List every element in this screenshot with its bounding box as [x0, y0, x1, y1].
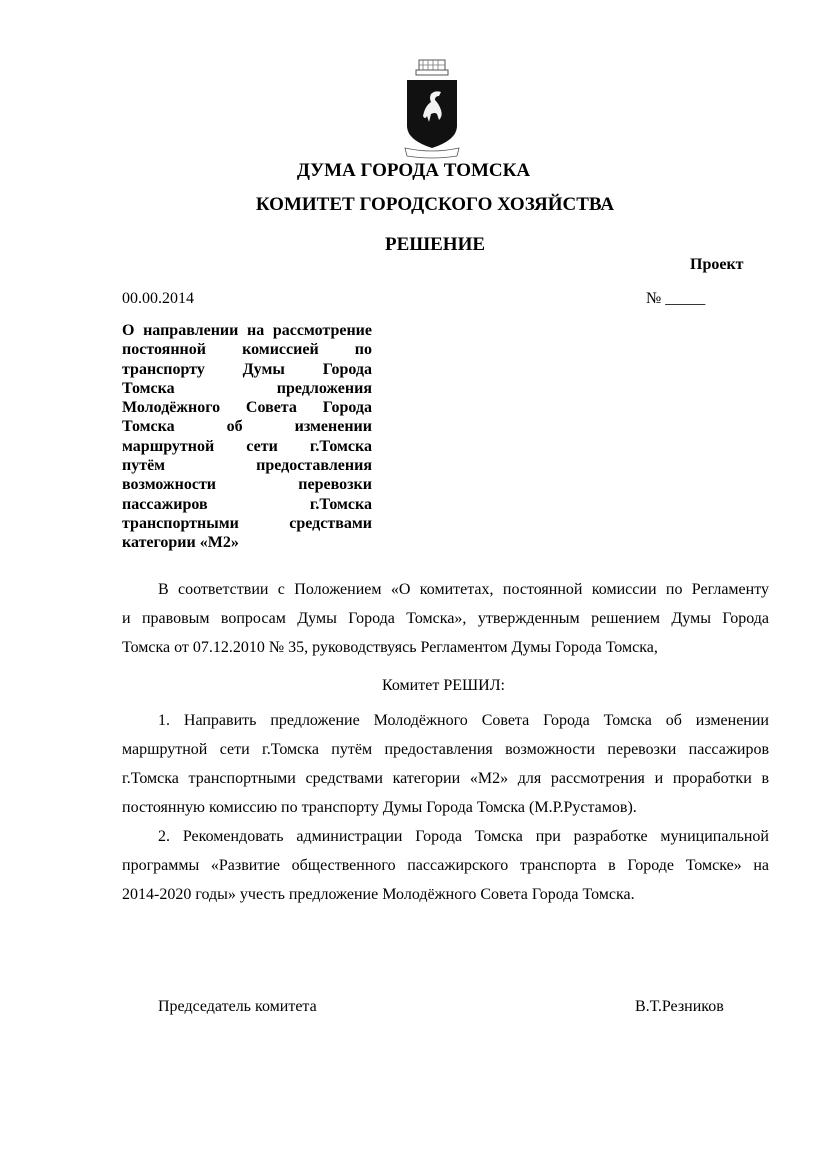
- subject-line: Томска об изменении: [122, 418, 372, 436]
- subject-line: маршрутной сети г.Томска: [122, 437, 372, 455]
- paragraph-line: 2014-2020 годы» учесть предложение Молодёжного Совета Города Томска.: [122, 886, 635, 903]
- subject-line: О направлении на рассмотрение: [122, 322, 372, 339]
- document-type: РЕШЕНИЕ: [384, 234, 486, 255]
- paragraph-line: г.Томска транспортными средствами категории «М2» для рассмотрения и проработки в: [122, 770, 769, 787]
- committee-title: КОМИТЕТ ГОРОДСКОГО ХОЗЯЙСТВА: [255, 194, 615, 215]
- subject-line: Молодёжного Совета Города: [122, 399, 372, 417]
- decision-heading: Комитет РЕШИЛ:: [381, 677, 505, 694]
- decision-item-2: [122, 822, 769, 909]
- org-title: ДУМА ГОРОДА ТОМСКА: [296, 160, 531, 181]
- subject-line: транспортными средствами: [122, 514, 372, 532]
- signatory-title: Председатель комитета: [158, 998, 317, 1015]
- document-number: № _____: [646, 290, 706, 307]
- signatory-name: В.Т.Резников: [635, 998, 724, 1015]
- subject-line: категории «М2»: [122, 534, 239, 552]
- paragraph-line: и правовым вопросам Думы Города Томска», утвержденным решением Думы Города: [122, 610, 769, 627]
- subject-line: пассажиров г.Томска: [122, 495, 372, 513]
- subject-line: Томска предложения: [122, 379, 372, 397]
- paragraph-line: Томска от 07.12.2010 № 35, руководствуясь Регламентом Думы Города Томска,: [122, 639, 658, 656]
- subject-line: возможности перевозки: [122, 476, 372, 494]
- tomsk-coat-of-arms-icon: [401, 56, 463, 160]
- document-subject: [122, 321, 372, 553]
- subject-line: транспорту Думы Города: [122, 360, 372, 378]
- subject-line: постоянной комиссией по: [122, 341, 372, 359]
- paragraph-line: В соответствии с Положением «О комитетах, постоянной комиссии по Регламенту: [158, 581, 769, 598]
- subject-line: путём предоставления: [122, 457, 372, 475]
- paragraph-line: 2. Рекомендовать администрации Города Томска при разработке муниципальной: [158, 828, 769, 845]
- draft-label: Проект: [690, 256, 744, 273]
- preamble-paragraph: [122, 575, 769, 662]
- document-date: 00.00.2014: [122, 290, 194, 307]
- paragraph-line: программы «Развитие общественного пассажирского транспорта в Городе Томске» на: [122, 857, 769, 874]
- decision-item-1: [122, 706, 769, 822]
- paragraph-line: постоянную комиссию по транспорту Думы Города Томска (М.Р.Рустамов).: [122, 799, 637, 816]
- paragraph-line: 1. Направить предложение Молодёжного Совета Города Томска об изменении: [158, 712, 769, 729]
- paragraph-line: маршрутной сети г.Томска путём предоставления возможности перевозки пассажиров: [122, 741, 769, 758]
